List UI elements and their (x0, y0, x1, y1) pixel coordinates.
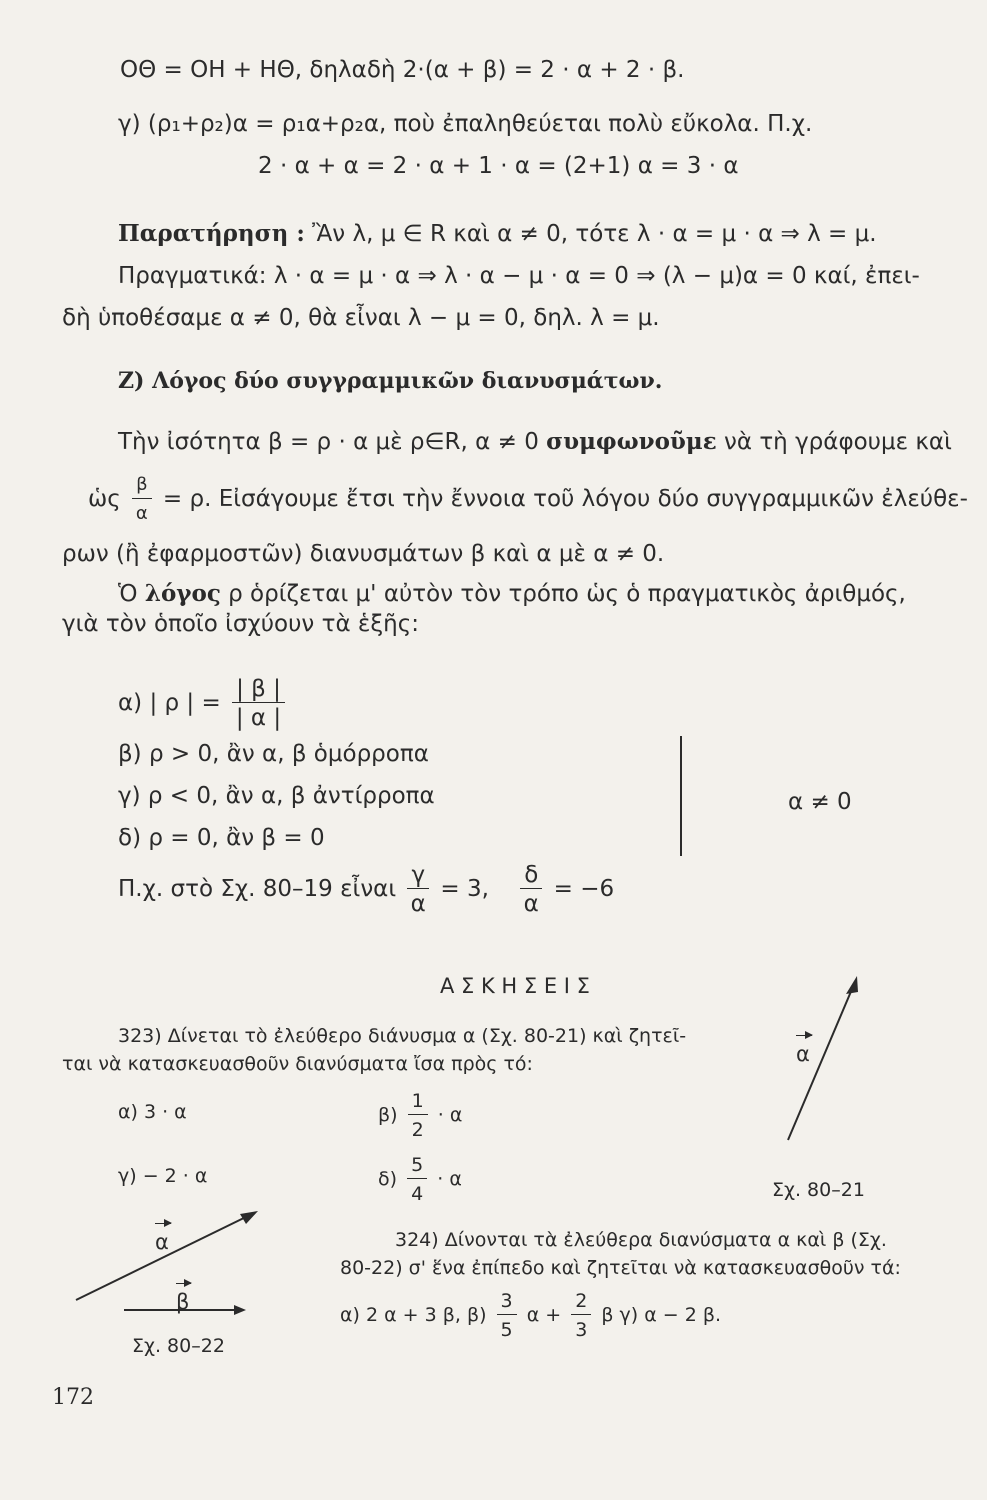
ratio-definition-line-2: γιὰ τὸν ὁποῖο ἰσχύουν τὰ ἑξῆς: (62, 611, 419, 637)
exercise-323-d-fraction (407, 1154, 427, 1205)
exercise-323-b-label: β) (378, 1104, 398, 1126)
ratio-delta-den: α (523, 891, 539, 917)
ratio-delta-value: = −6 (553, 876, 615, 902)
condition-side-note: α ≠ 0 (788, 789, 852, 815)
exercise-324-fraction-2 (571, 1290, 591, 1341)
exercise-324-a: α) 2 α + 3 β, β) (340, 1304, 487, 1326)
figure-80-22-alpha-label (155, 1228, 169, 1256)
exercise-324-line-2: 80-22) σ' ἕνα ἐπίπεδο καὶ ζητεῖται νὰ κατασκευασθοῦν τά: (340, 1257, 901, 1279)
exercise-323-b-num: 1 (408, 1090, 428, 1115)
figure-80-22-beta-label (176, 1288, 189, 1316)
exercise-323-line-2: ται νὰ κατασκευασθοῦν διανύσματα ἴσα πρὸς τό: (62, 1053, 533, 1075)
definition-bold: συμφωνοῦμε (546, 428, 717, 455)
definition-text-a: Τὴν ἰσότητα β = ρ · α μὲ ρ∈R, α ≠ 0 (118, 429, 547, 455)
condition-gamma: γ) ρ < 0, ἂν α, β ἀντίρροπα (118, 783, 435, 809)
exercises-title: Α Σ Κ Η Σ Ε Ι Σ (440, 974, 590, 998)
remark-text: Ἂν λ, μ ∈ R καὶ α ≠ 0, τότε λ · α = μ · α ⇒ λ = μ. (304, 221, 877, 247)
exercise-323-d-den: 4 (411, 1183, 424, 1205)
condition-delta: δ) ρ = 0, ἂν β = 0 (118, 825, 325, 851)
figure-80-21-vector-label (796, 1040, 810, 1068)
definition-line-1 (118, 428, 952, 456)
ratio-delta-fraction (520, 864, 542, 915)
ratio-gamma-value: = 3, (440, 876, 489, 902)
condition-brace (680, 736, 682, 856)
ratio-gamma-num: γ (407, 864, 429, 889)
exercise-323-d-tail: · α (437, 1168, 462, 1190)
definition-text-b: = ρ. Εἰσάγουμε ἔτσι τὴν ἔννοια τοῦ λόγου δύο συγγραμμικῶν ἐλεύθε- (162, 486, 968, 512)
example-ratios (118, 864, 614, 920)
figure-80-21 (760, 970, 870, 1150)
ratio-def-a: Ὁ (118, 581, 145, 607)
exercise-323-d-label: δ) (378, 1168, 398, 1190)
fig22-alpha-label: α (155, 1230, 169, 1254)
example-equation: 2 · α + α = 2 · α + 1 · α = (2+1) α = 3 · α (258, 153, 739, 179)
condition-alpha-prefix: α) | ρ | = (118, 690, 221, 716)
vector-beta-22-arrowhead (234, 1305, 246, 1315)
figure-80-22 (70, 1200, 270, 1320)
figure-80-21-caption: Σχ. 80–21 (772, 1179, 865, 1201)
exercise-323-line-1: 323) Δίνεται τὸ ἐλεύθερο διάνυσμα α (Σχ. 80-21) καὶ ζητεῖ- (118, 1025, 687, 1047)
ratio-fraction (132, 474, 152, 525)
exercise-324-f2-num: 2 (571, 1290, 591, 1315)
exercise-323-b-den: 2 (411, 1119, 424, 1141)
exercise-323-b-fraction (408, 1090, 428, 1141)
exercise-323-d-num: 5 (407, 1154, 427, 1179)
exercise-323-a: α) 3 · α (118, 1101, 187, 1123)
exercise-324-fraction-1 (497, 1290, 517, 1341)
figure-80-22-caption: Σχ. 80–22 (132, 1335, 225, 1357)
definition-hos: ὡς (88, 486, 121, 512)
abs-fraction (232, 678, 285, 729)
property-gamma-line: γ) (ρ₁+ρ₂)α = ρ₁α+ρ₂α, ποὺ ἐπαληθεύεται πολὺ εὔκολα. Π.χ. (118, 111, 813, 137)
ratio-definition-line (118, 580, 906, 608)
exercise-324-line-1: 324) Δίνονται τὰ ἐλεύθερα διανύσματα α καὶ β (Σχ. (395, 1229, 887, 1251)
example-prefix: Π.χ. στὸ Σχ. 80–19 εἶναι (118, 876, 397, 902)
ratio-alpha: α (135, 503, 148, 524)
section-title: Ζ) Λόγος δύο συγγραμμικῶν διανυσμάτων. (118, 368, 663, 394)
remark-label: Παρατήρηση : (118, 220, 305, 247)
ratio-gamma-fraction (407, 864, 429, 915)
exercise-324-mid: α + (526, 1304, 562, 1326)
proof-line-1: Πραγματικά: λ · α = μ · α ⇒ λ · α − μ · α = 0 ⇒ (λ − μ)α = 0 καί, ἐπει- (118, 263, 920, 289)
ratio-def-bold: λόγος (144, 580, 221, 607)
exercise-323-d (378, 1154, 462, 1205)
proof-line-2: δὴ ὑποθέσαμε α ≠ 0, θὰ εἶναι λ − μ = 0, δηλ. λ = μ. (62, 305, 660, 331)
ratio-delta-num: δ (520, 864, 542, 889)
exercise-324-line-3 (340, 1290, 722, 1341)
exercise-324-f2-den: 3 (575, 1319, 588, 1341)
remark-line (118, 220, 877, 248)
exercise-323-g: γ) − 2 · α (118, 1165, 208, 1187)
abs-beta: | β | (232, 678, 285, 703)
fig22-beta-label: β (176, 1290, 190, 1314)
exercise-323-b-tail: · α (437, 1104, 463, 1126)
condition-beta: β) ρ > 0, ἂν α, β ὁμόρροπα (118, 741, 429, 767)
page-number: 172 (52, 1385, 94, 1410)
ratio-def-c: ρ ὁρίζεται μ' αὐτὸν τὸν τρόπο ὡς ὁ πραγματικὸς ἀριθμός, (220, 581, 906, 607)
exercise-324-tail: β γ) α − 2 β. (601, 1304, 722, 1326)
definition-text-c: νὰ τὴ γράφουμε καὶ (716, 429, 952, 455)
vector-alpha-arrowhead (846, 976, 858, 994)
exercise-324-f1-num: 3 (497, 1290, 517, 1315)
exercise-324-f1-den: 5 (500, 1319, 513, 1341)
equation-line-1: OΘ = OH + HΘ, δηλαδὴ 2·(α + β) = 2 · α + 2 · β. (120, 57, 685, 83)
definition-line-3: ρων (ἢ ἐφαρμοστῶν) διανυσμάτων β καὶ α μὲ α ≠ 0. (62, 541, 665, 567)
abs-alpha: | α | (235, 705, 282, 731)
vector-alpha-22-arrowhead (240, 1211, 258, 1224)
condition-alpha (118, 678, 289, 730)
definition-line-2 (88, 474, 968, 525)
ratio-beta: β (132, 474, 152, 499)
ratio-gamma-den: α (410, 891, 426, 917)
fig21-alpha-label: α (796, 1042, 810, 1066)
exercise-323-b (378, 1090, 463, 1141)
